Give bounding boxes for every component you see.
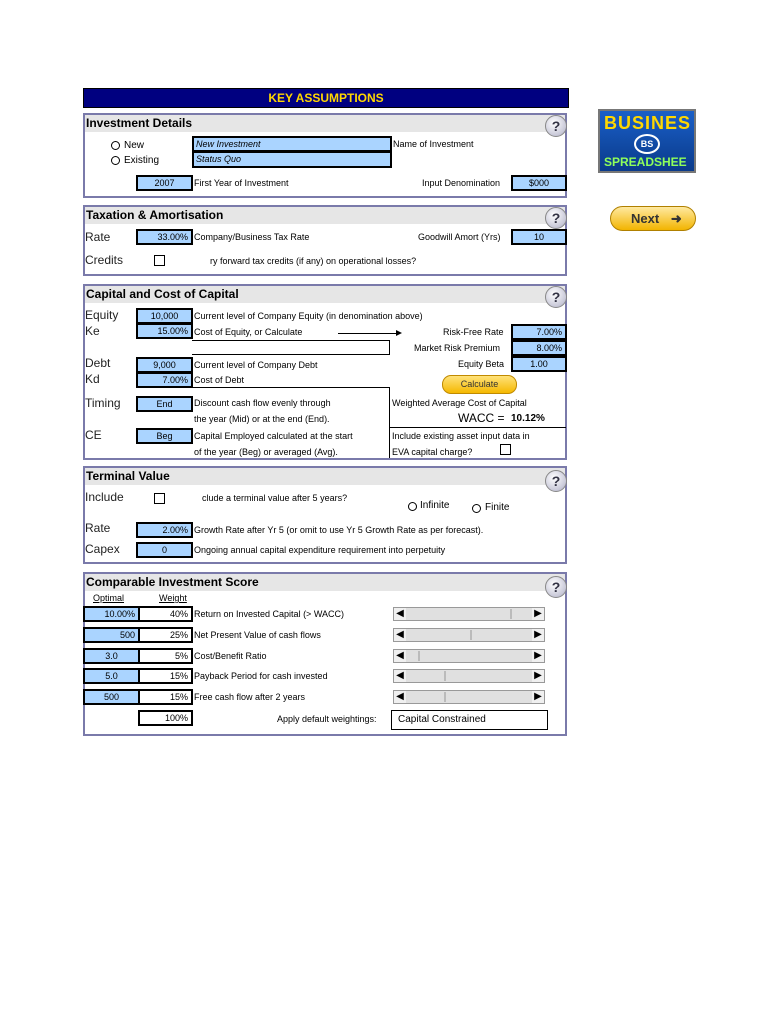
- capex-desc: Ongoing annual capital expenditure requirement into perpetuity: [194, 545, 446, 555]
- comparable-score-title: Comparable Investment Score: [85, 574, 565, 591]
- equity-beta-label: Equity Beta: [458, 359, 505, 369]
- timing-desc-2: the year (Mid) or at the end (End).: [194, 414, 330, 424]
- capex-label: Capex: [85, 542, 120, 556]
- include-label: Include: [85, 490, 124, 504]
- calculate-button[interactable]: Calculate: [442, 375, 517, 394]
- finite-label: Finite: [485, 502, 510, 513]
- arrow-right-icon: [396, 330, 402, 336]
- wacc-title: Weighted Average Cost of Capital: [392, 398, 527, 408]
- include-desc: clude a terminal value after 5 years?: [202, 493, 348, 503]
- scroll-right-icon[interactable]: ▶: [532, 670, 544, 682]
- ke-label: Ke: [85, 324, 100, 338]
- wacc-label: WACC =: [458, 411, 505, 425]
- weight-input[interactable]: 25%: [138, 627, 193, 643]
- scroll-right-icon[interactable]: ▶: [532, 691, 544, 703]
- optimal-input[interactable]: 500: [83, 689, 140, 705]
- ke-desc: Cost of Equity, or Calculate: [194, 327, 303, 337]
- logo-text-top: BUSINES: [604, 113, 692, 133]
- status-quo-input[interactable]: Status Quo: [192, 151, 392, 168]
- weight-input[interactable]: 5%: [138, 648, 193, 664]
- tax-rate-desc: Company/Business Tax Rate: [194, 232, 310, 242]
- new-radio-label: New: [124, 140, 145, 151]
- logo-mark: BS: [634, 134, 660, 154]
- next-button-label: Next: [631, 211, 660, 226]
- ce-label: CE: [85, 428, 102, 442]
- terminal-value-title: Terminal Value: [85, 468, 565, 485]
- score-row-label: Cost/Benefit Ratio: [194, 651, 267, 661]
- ce-input[interactable]: Beg: [136, 428, 193, 444]
- ce-desc-2: of the year (Beg) or averaged (Avg).: [194, 447, 338, 457]
- market-risk-input[interactable]: 8.00%: [511, 340, 567, 356]
- tax-rate-input[interactable]: 33.00%: [136, 229, 193, 245]
- weight-input[interactable]: 40%: [138, 606, 193, 622]
- right-arrow-icon: ➜: [670, 211, 682, 226]
- optimal-input[interactable]: 10.00%: [83, 606, 140, 622]
- existing-radio[interactable]: [111, 156, 120, 165]
- credits-label: Credits: [85, 253, 124, 267]
- existing-radio-label: Existing: [124, 155, 160, 166]
- debt-input[interactable]: 9,000: [136, 357, 193, 373]
- help-icon[interactable]: ?: [545, 470, 567, 492]
- weight-scrollbar[interactable]: [393, 607, 545, 621]
- name-of-investment-label: Name of Investment: [393, 139, 474, 149]
- debt-desc: Current level of Company Debt: [194, 360, 318, 370]
- growth-rate-input[interactable]: 2.00%: [136, 522, 193, 538]
- score-row-label: Free cash flow after 2 years: [194, 692, 306, 702]
- include-checkbox[interactable]: [154, 493, 165, 504]
- default-weightings-select[interactable]: Capital Constrained: [391, 710, 548, 730]
- arrow-line: [338, 333, 398, 334]
- help-icon[interactable]: ?: [545, 286, 567, 308]
- scroll-left-icon[interactable]: ◀: [394, 670, 406, 682]
- score-row-label: Net Present Value of cash flows: [194, 630, 321, 640]
- goodwill-input[interactable]: 10: [511, 229, 567, 245]
- eva-checkbox[interactable]: [500, 444, 511, 455]
- weight-scrollbar[interactable]: [393, 669, 545, 683]
- equity-label: Equity: [85, 308, 119, 322]
- ce-desc-1: Capital Employed calculated at the start: [194, 431, 353, 441]
- optimal-input[interactable]: 5.0: [83, 668, 140, 684]
- new-radio[interactable]: [111, 141, 120, 150]
- weight-input[interactable]: 15%: [138, 689, 193, 705]
- market-risk-label: Market Risk Premium: [414, 343, 501, 353]
- scroll-right-icon[interactable]: ▶: [532, 608, 544, 620]
- debt-label: Debt: [85, 356, 111, 370]
- scroll-left-icon[interactable]: ◀: [394, 691, 406, 703]
- growth-rate-label: Rate: [85, 521, 111, 535]
- equity-beta-input[interactable]: 1.00: [511, 356, 567, 372]
- key-assumptions-title: KEY ASSUMPTIONS: [83, 88, 569, 108]
- investment-details-title: Investment Details: [85, 115, 565, 132]
- eva-desc-2: EVA capital charge?: [392, 447, 473, 457]
- business-spreadsheets-logo[interactable]: [598, 109, 696, 173]
- infinite-label: Infinite: [420, 500, 450, 511]
- optimal-input[interactable]: 500: [83, 627, 140, 643]
- weight-scrollbar[interactable]: [393, 649, 545, 663]
- weight-scrollbar[interactable]: [393, 690, 545, 704]
- score-row-label: Return on Invested Capital (> WACC): [194, 609, 344, 619]
- eva-desc-1: Include existing asset input data in: [392, 431, 530, 441]
- weight-scrollbar[interactable]: [393, 628, 545, 642]
- credits-checkbox[interactable]: [154, 255, 165, 266]
- logo-text-bottom: SPREADSHEE: [604, 155, 687, 169]
- taxation-title: Taxation & Amortisation: [85, 207, 565, 224]
- equity-input[interactable]: 10,000: [136, 308, 193, 324]
- first-year-label: First Year of Investment: [194, 178, 289, 188]
- risk-free-input[interactable]: 7.00%: [511, 324, 567, 340]
- goodwill-label: Goodwill Amort (Yrs): [418, 232, 501, 242]
- help-icon[interactable]: ?: [545, 115, 567, 137]
- optimal-column-header: Optimal: [93, 593, 125, 603]
- weight-input[interactable]: 15%: [138, 668, 193, 684]
- denomination-input[interactable]: $000: [511, 175, 567, 191]
- scroll-right-icon[interactable]: ▶: [532, 650, 544, 662]
- credits-desc: ry forward tax credits (if any) on operational losses?: [210, 256, 417, 266]
- timing-label: Timing: [85, 396, 121, 410]
- total-weight: 100%: [138, 710, 193, 726]
- kd-input[interactable]: 7.00%: [136, 372, 193, 388]
- risk-free-label: Risk-Free Rate: [443, 327, 504, 337]
- finite-radio[interactable]: [472, 504, 481, 513]
- help-icon[interactable]: ?: [545, 576, 567, 598]
- first-year-input[interactable]: 2007: [136, 175, 193, 191]
- wacc-value: 10.12%: [511, 413, 545, 424]
- help-icon[interactable]: ?: [545, 207, 567, 229]
- scroll-right-icon[interactable]: ▶: [532, 629, 544, 641]
- equity-desc: Current level of Company Equity (in denomination above): [194, 311, 423, 321]
- score-row-label: Payback Period for cash invested: [194, 671, 328, 681]
- timing-input[interactable]: End: [136, 396, 193, 412]
- kd-label: Kd: [85, 372, 100, 386]
- timing-desc-1: Discount cash flow evenly through: [194, 398, 331, 408]
- input-denomination-label: Input Denomination: [422, 178, 501, 188]
- new-investment-input[interactable]: New Investment: [192, 136, 392, 152]
- capex-input[interactable]: 0: [136, 542, 193, 558]
- scroll-left-icon[interactable]: ◀: [394, 650, 406, 662]
- weight-column-header: Weight: [159, 593, 187, 603]
- scroll-left-icon[interactable]: ◀: [394, 629, 406, 641]
- optimal-input[interactable]: 3.0: [83, 648, 140, 664]
- scroll-left-icon[interactable]: ◀: [394, 608, 406, 620]
- capital-title: Capital and Cost of Capital: [85, 286, 565, 303]
- next-button[interactable]: [610, 206, 696, 231]
- default-weightings-label: Apply default weightings:: [277, 714, 377, 724]
- kd-desc: Cost of Debt: [194, 375, 245, 385]
- ke-input[interactable]: 15.00%: [136, 323, 193, 339]
- infinite-radio[interactable]: [408, 502, 417, 511]
- rate-label: Rate: [85, 230, 111, 244]
- growth-rate-desc: Growth Rate after Yr 5 (or omit to use Yr 5 Growth Rate as per forecast).: [194, 525, 484, 535]
